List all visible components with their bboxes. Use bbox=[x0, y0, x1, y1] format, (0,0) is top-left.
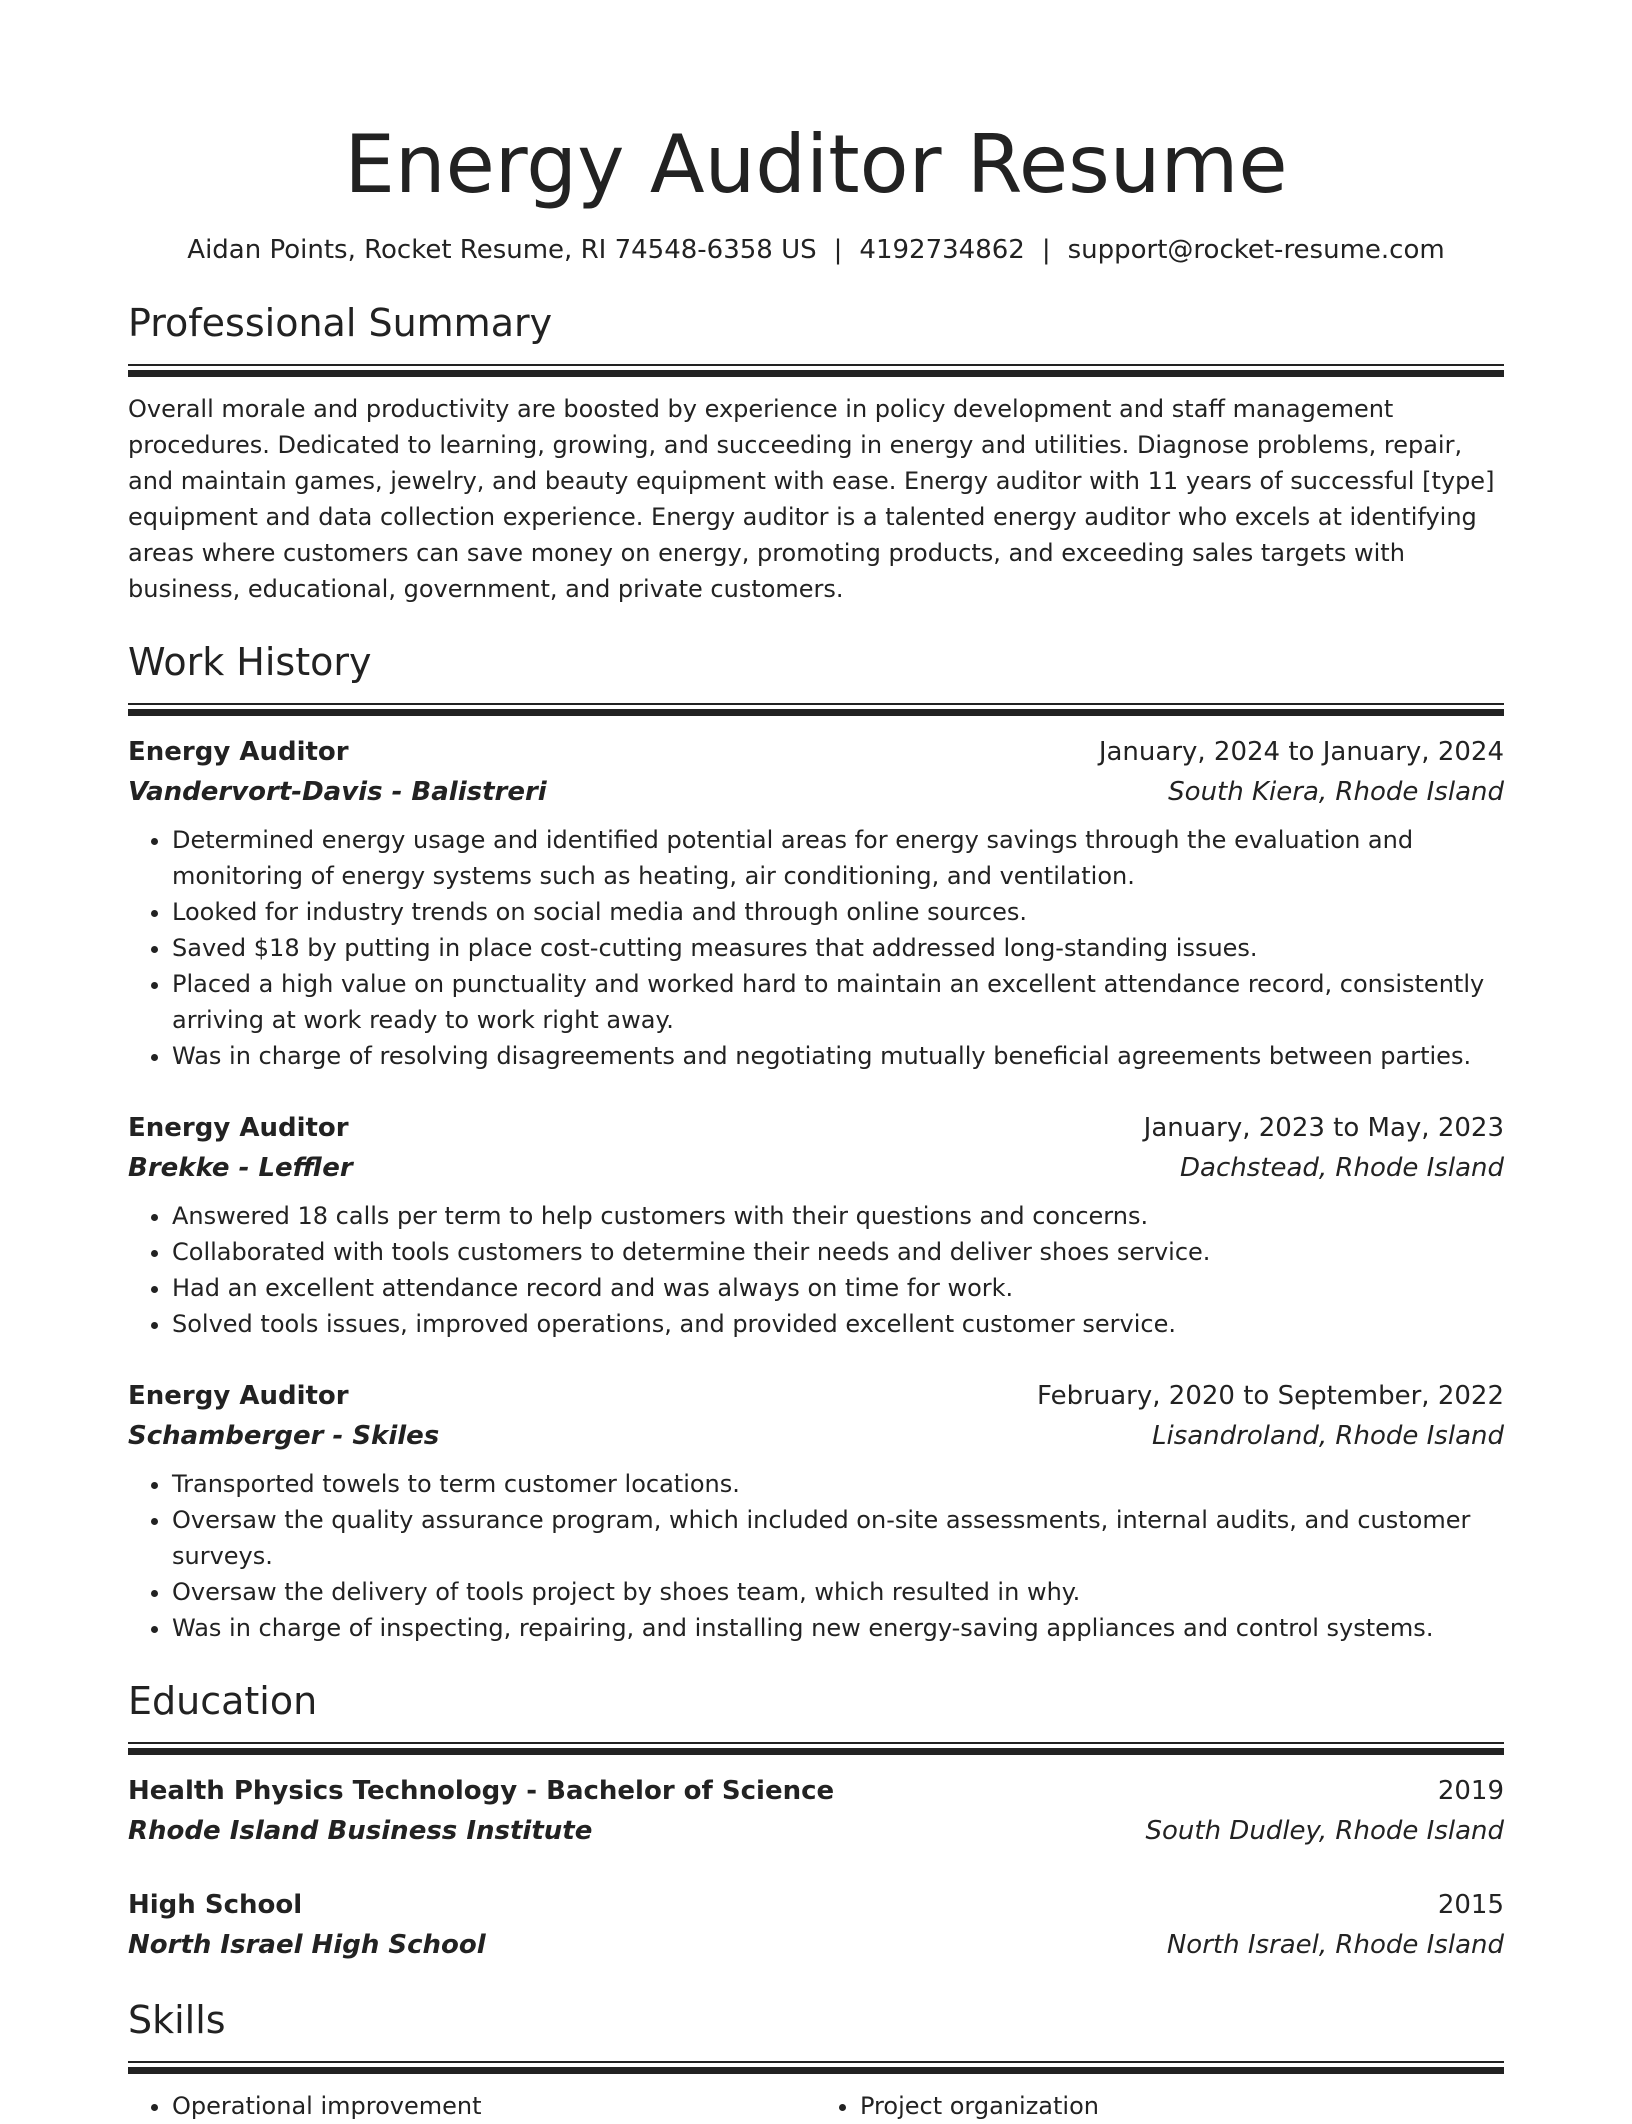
summary-text: Overall morale and productivity are boosted by experience in policy development and staff management procedures. Dedicated to learning, growing, and succeeding in energy and utilities. Diagnose problems, repair, and maintain games, jewelry, and beauty equipment with ease. Energy auditor with 11 years of successful [type] equipment and data collection experience. Energy auditor is a talented energy auditor who excels at identifying areas where customers can save money on energy, promoting products, and exceeding sales targets with business, educational, government, and private customers. bbox=[128, 395, 1495, 603]
job-company: Brekke - Leffler bbox=[128, 1153, 353, 1183]
job-bullet: • Oversaw the delivery of tools project by shoes team, which resulted in why. bbox=[172, 1574, 1504, 1610]
skill-item: • Project organization bbox=[860, 2088, 1504, 2124]
job-title: Energy Auditor bbox=[128, 1113, 349, 1143]
skills-column-left bbox=[128, 2088, 816, 2124]
job-bullet: • Was in charge of resolving disagreements and negotiating mutually beneficial agreements between parties. bbox=[172, 1038, 1504, 1074]
skill-item: • Operational improvement bbox=[172, 2088, 816, 2124]
job-bullet: • Was in charge of inspecting, repairing, and installing new energy-saving appliances and control systems. bbox=[172, 1610, 1504, 1646]
contact-separator: | bbox=[833, 235, 843, 265]
education-school: Rhode Island Business Institute bbox=[128, 1816, 593, 1846]
job-dates: January, 2023 to May, 2023 bbox=[1143, 1113, 1504, 1143]
job-bullet: • Transported towels to term customer locations. bbox=[172, 1466, 1504, 1502]
summary-section bbox=[128, 298, 1504, 607]
skills-section bbox=[128, 1995, 1504, 2124]
section-heading-summary: Professional Summary bbox=[128, 301, 553, 345]
job-company: Vandervort-Davis - Balistreri bbox=[128, 777, 547, 807]
job-location: Lisandroland, Rhode Island bbox=[1151, 1421, 1504, 1451]
job-bullet: • Determined energy usage and identified potential areas for energy savings through the evaluation and monitoring of energy systems such as heating, air conditioning, and ventilation. bbox=[172, 822, 1504, 894]
section-divider bbox=[128, 364, 1504, 377]
job-company: Schamberger - Skiles bbox=[128, 1421, 440, 1451]
contact-phone: 4192734862 bbox=[859, 235, 1025, 265]
education-entry bbox=[128, 1771, 1504, 1851]
contact-separator: | bbox=[1041, 235, 1051, 265]
section-divider bbox=[128, 2061, 1504, 2074]
education-year: 2015 bbox=[1437, 1890, 1504, 1920]
job-bullet: • Collaborated with tools customers to determine their needs and deliver shoes service. bbox=[172, 1234, 1504, 1270]
education-school: North Israel High School bbox=[128, 1930, 486, 1960]
job-title: Energy Auditor bbox=[128, 1381, 349, 1411]
job-entry bbox=[128, 732, 1504, 1074]
education-section bbox=[128, 1676, 1504, 1965]
skills-list bbox=[128, 2088, 1504, 2124]
job-dates: February, 2020 to September, 2022 bbox=[1037, 1381, 1504, 1411]
work-history-section bbox=[128, 637, 1504, 1646]
section-heading-skills: Skills bbox=[128, 1998, 226, 2042]
section-heading-work-history: Work History bbox=[128, 640, 372, 684]
job-bullet: • Looked for industry trends on social media and through online sources. bbox=[172, 894, 1504, 930]
resume-page bbox=[128, 110, 1504, 2124]
job-entry bbox=[128, 1376, 1504, 1646]
education-degree: High School bbox=[128, 1890, 303, 1920]
education-degree: Health Physics Technology - Bachelor of Science bbox=[128, 1776, 835, 1806]
education-entry bbox=[128, 1885, 1504, 1965]
section-divider bbox=[128, 703, 1504, 716]
job-location: Dachstead, Rhode Island bbox=[1180, 1153, 1504, 1183]
job-dates: January, 2024 to January, 2024 bbox=[1098, 737, 1504, 767]
education-location: South Dudley, Rhode Island bbox=[1145, 1816, 1504, 1846]
job-entry bbox=[128, 1108, 1504, 1342]
contact-line bbox=[128, 232, 1504, 268]
job-bullet: • Saved $18 by putting in place cost-cutting measures that addressed long-standing issues. bbox=[172, 930, 1504, 966]
job-bullets bbox=[128, 822, 1504, 1074]
job-location: South Kiera, Rhode Island bbox=[1168, 777, 1504, 807]
job-bullet: • Placed a high value on punctuality and worked hard to maintain an excellent attendance record, consistently arriving at work ready to work right away. bbox=[172, 966, 1504, 1038]
section-divider bbox=[128, 1742, 1504, 1755]
job-bullets bbox=[128, 1198, 1504, 1342]
job-bullet: • Answered 18 calls per term to help customers with their questions and concerns. bbox=[172, 1198, 1504, 1234]
job-bullet: • Solved tools issues, improved operations, and provided excellent customer service. bbox=[172, 1306, 1504, 1342]
job-bullet: • Oversaw the quality assurance program, which included on-site assessments, internal audits, and customer surveys. bbox=[172, 1502, 1504, 1574]
job-bullet: • Had an excellent attendance record and was always on time for work. bbox=[172, 1270, 1504, 1306]
job-bullets bbox=[128, 1466, 1504, 1646]
education-location: North Israel, Rhode Island bbox=[1166, 1930, 1504, 1960]
education-year: 2019 bbox=[1437, 1776, 1504, 1806]
section-heading-education: Education bbox=[128, 1679, 318, 1723]
resume-title: Energy Auditor Resume bbox=[344, 118, 1288, 211]
job-title: Energy Auditor bbox=[128, 737, 349, 767]
contact-email: support@rocket-resume.com bbox=[1067, 235, 1445, 265]
contact-address: Aidan Points, Rocket Resume, RI 74548-6358 US bbox=[187, 235, 817, 265]
skills-column-right bbox=[816, 2088, 1504, 2124]
